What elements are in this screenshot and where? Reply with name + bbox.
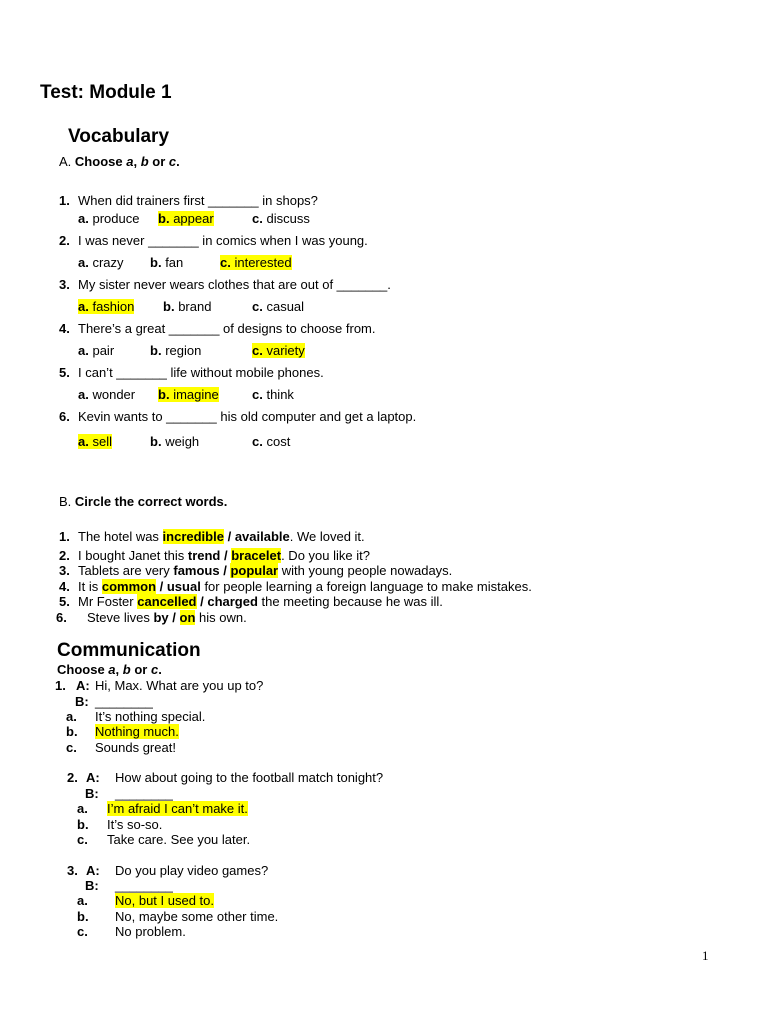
item-sentence: [78, 594, 443, 609]
option-letter: a.: [78, 255, 89, 270]
sentence-end: his own.: [195, 610, 247, 625]
answer-option: [78, 434, 112, 449]
answer-option: [252, 299, 304, 314]
word-choice-1: by: [153, 610, 169, 625]
question-number: 1.: [59, 193, 70, 208]
option-letter: b.: [150, 343, 162, 358]
option-text: fashion: [92, 299, 135, 314]
speaker-a-label: A:: [86, 863, 100, 878]
option-text: produce: [92, 211, 140, 226]
word-choice-1: common: [101, 579, 157, 594]
section-a-instruction: A. Choose a, b or c.: [59, 154, 180, 169]
option-letter: a.: [78, 343, 89, 358]
answer-option: [252, 434, 290, 449]
communication-instruction: Choose a, b or c.: [57, 662, 162, 677]
speaker-a-label: A:: [86, 770, 100, 785]
vocabulary-heading: Vocabulary: [68, 126, 170, 147]
sentence-start: The hotel was: [78, 529, 163, 544]
option-text: No, maybe some other time.: [115, 909, 279, 924]
sentence-end: . We loved it.: [289, 529, 365, 544]
item-number: 3.: [59, 563, 70, 578]
option-text: It’s so-so.: [107, 817, 163, 832]
item-sentence: [78, 563, 452, 578]
option-letter: c.: [77, 924, 88, 939]
option-text: region: [165, 343, 202, 358]
option-letter: b.: [150, 434, 162, 449]
option-text: I’m afraid I can’t make it.: [107, 801, 248, 816]
question-number: 5.: [59, 365, 70, 380]
option-text: discuss: [266, 211, 310, 226]
page-number: 1: [702, 948, 709, 963]
dialog-number: 1.: [55, 678, 66, 693]
option-text: fan: [165, 255, 184, 270]
option-letter: a.: [78, 434, 89, 449]
option-text: imagine: [173, 387, 219, 402]
question-number: 2.: [59, 233, 70, 248]
answer-option: [150, 343, 201, 358]
word-choice-2: popular: [230, 563, 279, 578]
option-text: interested: [234, 255, 292, 270]
answer-option: [150, 255, 183, 270]
answer-option: [78, 299, 134, 314]
question-text: My sister never wears clothes that are out of _______.: [78, 277, 391, 292]
item-number: 6.: [56, 610, 67, 625]
item-number: 2.: [59, 548, 70, 563]
word-choice-2: on: [179, 610, 196, 625]
sentence-end: . Do you like it?: [281, 548, 370, 563]
communication-heading: Communication: [57, 640, 201, 661]
answer-blank: ________: [95, 694, 153, 709]
option-letter: c.: [252, 343, 263, 358]
dialog-number: 3.: [67, 863, 78, 878]
word-choice-2: bracelet: [231, 548, 282, 563]
item-sentence: [78, 579, 532, 594]
option-text: Take care. See you later.: [107, 832, 251, 847]
option-letter: c.: [66, 740, 77, 755]
sentence-start: Steve lives: [87, 610, 154, 625]
option-letter: c.: [220, 255, 231, 270]
question-text: When did trainers first _______ in shops?: [78, 193, 318, 208]
sentence-start: Mr Foster: [78, 594, 138, 609]
answer-blank: ________: [115, 878, 173, 893]
option-letter: b.: [150, 255, 162, 270]
question-number: 4.: [59, 321, 70, 336]
option-text: sell: [92, 434, 112, 449]
answer-option: [252, 387, 294, 402]
separator: /: [219, 563, 231, 578]
speaker-a-text: Hi, Max. What are you up to?: [95, 678, 264, 693]
separator: /: [156, 579, 167, 594]
sentence-start: Tablets are very: [78, 563, 174, 578]
answer-option: [163, 299, 211, 314]
option-letter: a.: [77, 801, 88, 816]
option-letter: b.: [163, 299, 175, 314]
question-text: I was never _______ in comics when I was young.: [78, 233, 368, 248]
word-choice-1: cancelled: [137, 594, 197, 609]
option-letter: c.: [252, 299, 263, 314]
answer-option: [78, 343, 114, 358]
option-letter: b.: [158, 211, 170, 226]
item-number: 1.: [59, 529, 70, 544]
option-text: wonder: [92, 387, 136, 402]
option-text: variety: [266, 343, 305, 358]
separator: /: [223, 529, 235, 544]
option-letter: a.: [78, 299, 89, 314]
item-sentence: [78, 548, 370, 563]
option-text: pair: [92, 343, 115, 358]
item-number: 5.: [59, 594, 70, 609]
speaker-b-label: B:: [85, 878, 99, 893]
sentence-start: It is: [78, 579, 102, 594]
question-text: There’s a great _______ of designs to choose from.: [78, 321, 376, 336]
option-letter: b.: [77, 817, 89, 832]
word-choice-2: charged: [207, 594, 258, 609]
separator: /: [168, 610, 180, 625]
speaker-a-text: Do you play video games?: [115, 863, 269, 878]
sentence-start: I bought Janet this: [78, 548, 188, 563]
option-text: crazy: [92, 255, 124, 270]
answer-option: [158, 387, 219, 402]
answer-option: [158, 211, 214, 226]
item-sentence: [87, 610, 247, 625]
option-letter: a.: [78, 211, 89, 226]
speaker-a-text: How about going to the football match tonight?: [115, 770, 384, 785]
option-text: Nothing much.: [95, 724, 179, 739]
answer-option: [78, 387, 135, 402]
separator: /: [196, 594, 208, 609]
answer-option: [78, 211, 139, 226]
option-letter: c.: [252, 434, 263, 449]
option-text: think: [266, 387, 294, 402]
answer-option: [150, 434, 199, 449]
option-text: No, but I used to.: [115, 893, 215, 908]
speaker-a-label: A:: [76, 678, 90, 693]
item-number: 4.: [59, 579, 70, 594]
option-text: cost: [266, 434, 291, 449]
word-choice-2: available: [234, 529, 290, 544]
word-choice-1: famous: [173, 563, 220, 578]
question-number: 3.: [59, 277, 70, 292]
sentence-end: for people learning a foreign language to make mistakes.: [200, 579, 532, 594]
option-text: brand: [178, 299, 212, 314]
answer-option: [252, 211, 310, 226]
option-letter: c.: [77, 832, 88, 847]
option-text: No problem.: [115, 924, 186, 939]
option-text: It’s nothing special.: [95, 709, 206, 724]
option-text: weigh: [165, 434, 200, 449]
option-letter: c.: [252, 211, 263, 226]
speaker-b-label: B:: [85, 786, 99, 801]
separator: /: [220, 548, 232, 563]
option-letter: b.: [158, 387, 170, 402]
option-letter: b.: [77, 909, 89, 924]
option-letter: a.: [66, 709, 77, 724]
sentence-end: the meeting because he was ill.: [257, 594, 443, 609]
speaker-b-label: B:: [75, 694, 89, 709]
answer-option: [252, 343, 305, 358]
word-choice-1: trend: [187, 548, 221, 563]
page-title: Test: Module 1: [40, 82, 172, 103]
question-number: 6.: [59, 409, 70, 424]
word-choice-2: usual: [166, 579, 201, 594]
section-b-instruction: B. Circle the correct words.: [59, 494, 228, 509]
option-letter: b.: [66, 724, 78, 739]
option-letter: c.: [252, 387, 263, 402]
question-text: I can’t _______ life without mobile phones.: [78, 365, 324, 380]
answer-blank: ________: [115, 786, 173, 801]
sentence-end: with young people nowadays.: [278, 563, 453, 578]
item-sentence: [78, 529, 365, 544]
option-letter: a.: [78, 387, 89, 402]
answer-option: [220, 255, 292, 270]
option-text: appear: [173, 211, 214, 226]
question-text: Kevin wants to _______ his old computer and get a laptop.: [78, 409, 417, 424]
answer-option: [78, 255, 124, 270]
option-text: casual: [266, 299, 305, 314]
dialog-number: 2.: [67, 770, 78, 785]
option-text: Sounds great!: [95, 740, 176, 755]
option-letter: a.: [77, 893, 88, 908]
word-choice-1: incredible: [162, 529, 224, 544]
